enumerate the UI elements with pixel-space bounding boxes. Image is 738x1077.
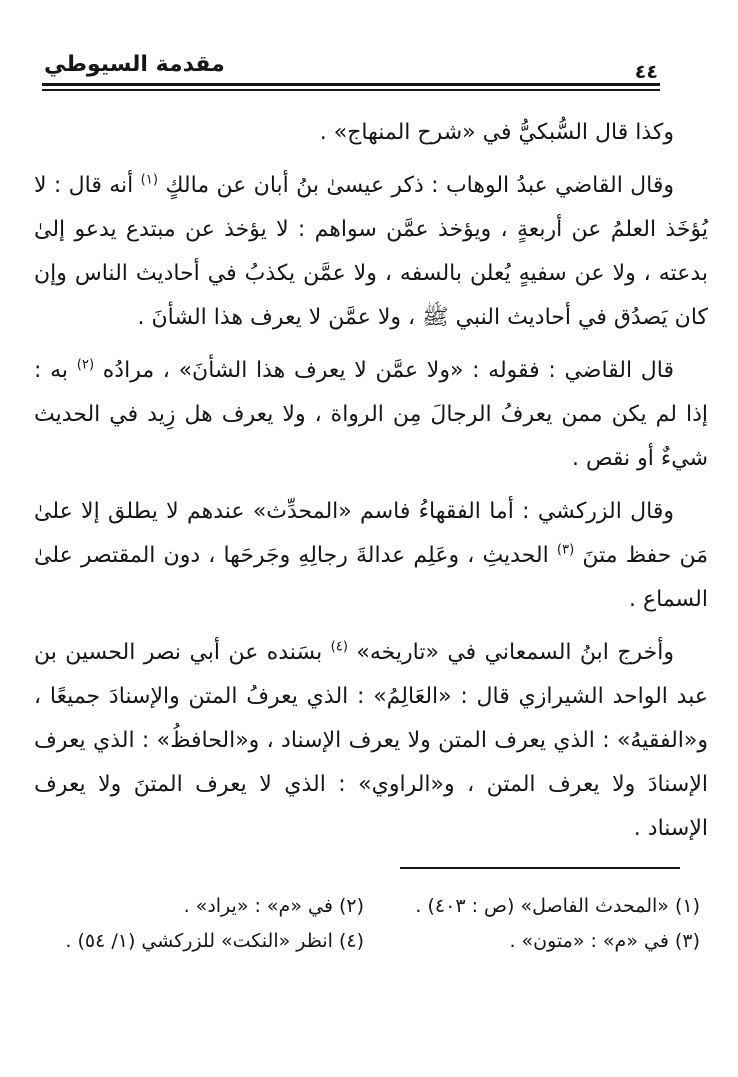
footnote-4: (٤) انظر «النكت» للزركشي (١/ ٥٤) . — [65, 930, 364, 952]
footnote-marker: (١) — [140, 172, 159, 188]
footnote-1: (١) «المحدث الفاصل» (ص : ٤٠٣) . — [415, 895, 700, 917]
body-paragraph: وأخرج ابنُ السمعاني في «تاريخه» $^{(٤)}$ بسَنده عن أبي نصر الحسين بن عبد الواحد الشيرازي قال : «العَالِمُ» : الذي يعرفُ المتن والإسنادَ جميعًا ، و«الفقيهُ» : الذي يعرف المتن ولا يعرف الإسناد ، و«الحافظُ» : الذي يعرف الإسنادَ ولا يعرف المتن ، و«الراوي» : الذي لا يعرف المتنَ ولا يعرف الإسناد . — [34, 639, 708, 841]
page-header — [44, 52, 658, 83]
footnote-marker: (٤) — [330, 639, 349, 655]
running-title: مقدمة السيوطي — [44, 52, 225, 77]
body-text — [34, 111, 708, 851]
header-rule — [42, 83, 660, 91]
footnote-marker: (٣) — [556, 542, 575, 558]
footnotes — [40, 889, 700, 959]
body-paragraph: وقال الزركشي : أما الفقهاءُ فاسم «المحدِّث» عندهم لا يطلق إلا علىٰ مَن حفظ متنَ $^{(٣)}$ الحديثِ ، وعَلِم عدالةَ رجالِهِ وجَرحَها ، دون المقتصر علىٰ السماع . — [34, 499, 708, 612]
footnote-2: (٢) في «م» : «يراد» . — [183, 895, 364, 917]
body-paragraph: وقال القاضي عبدُ الوهاب : ذكر عيسىٰ بنُ أبان عن مالكٍ $^{(١)}$ أنه قال : لا يُؤخَذ العلمُ عن أربعةٍ ، ويؤخذ عمَّن سواهم : لا يؤخذ عن مبتدع يدعو إلىٰ بدعته ، ولا عن سفيهٍ يُعلن بالسفه ، ولا عمَّن يكذبُ في أحاديث الناس وإن كان يَصدُق في أحاديث النبي ﷺ ، ولا عمَّن لا يعرف هذا الشأنَ . — [34, 172, 708, 330]
body-paragraph: وكذا قال السُّبكيُّ في «شرح المنهاج» . — [319, 120, 674, 145]
body-paragraph: قال القاضي : فقوله : «ولا عمَّن لا يعرف هذا الشأنَ» ، مرادُه $^{(٢)}$ به : إذا لم يكن ممن يعرفُ الرجالَ مِن الرواة ، ولا يعرف هل زِيد في الحديث شيءٌ أو نقص . — [34, 357, 708, 471]
footnote-3: (٣) في «م» : «متون» . — [509, 930, 700, 952]
page-number: ٤٤ — [634, 61, 658, 83]
footnote-separator — [400, 867, 680, 869]
footnote-marker: (٢) — [76, 357, 95, 373]
